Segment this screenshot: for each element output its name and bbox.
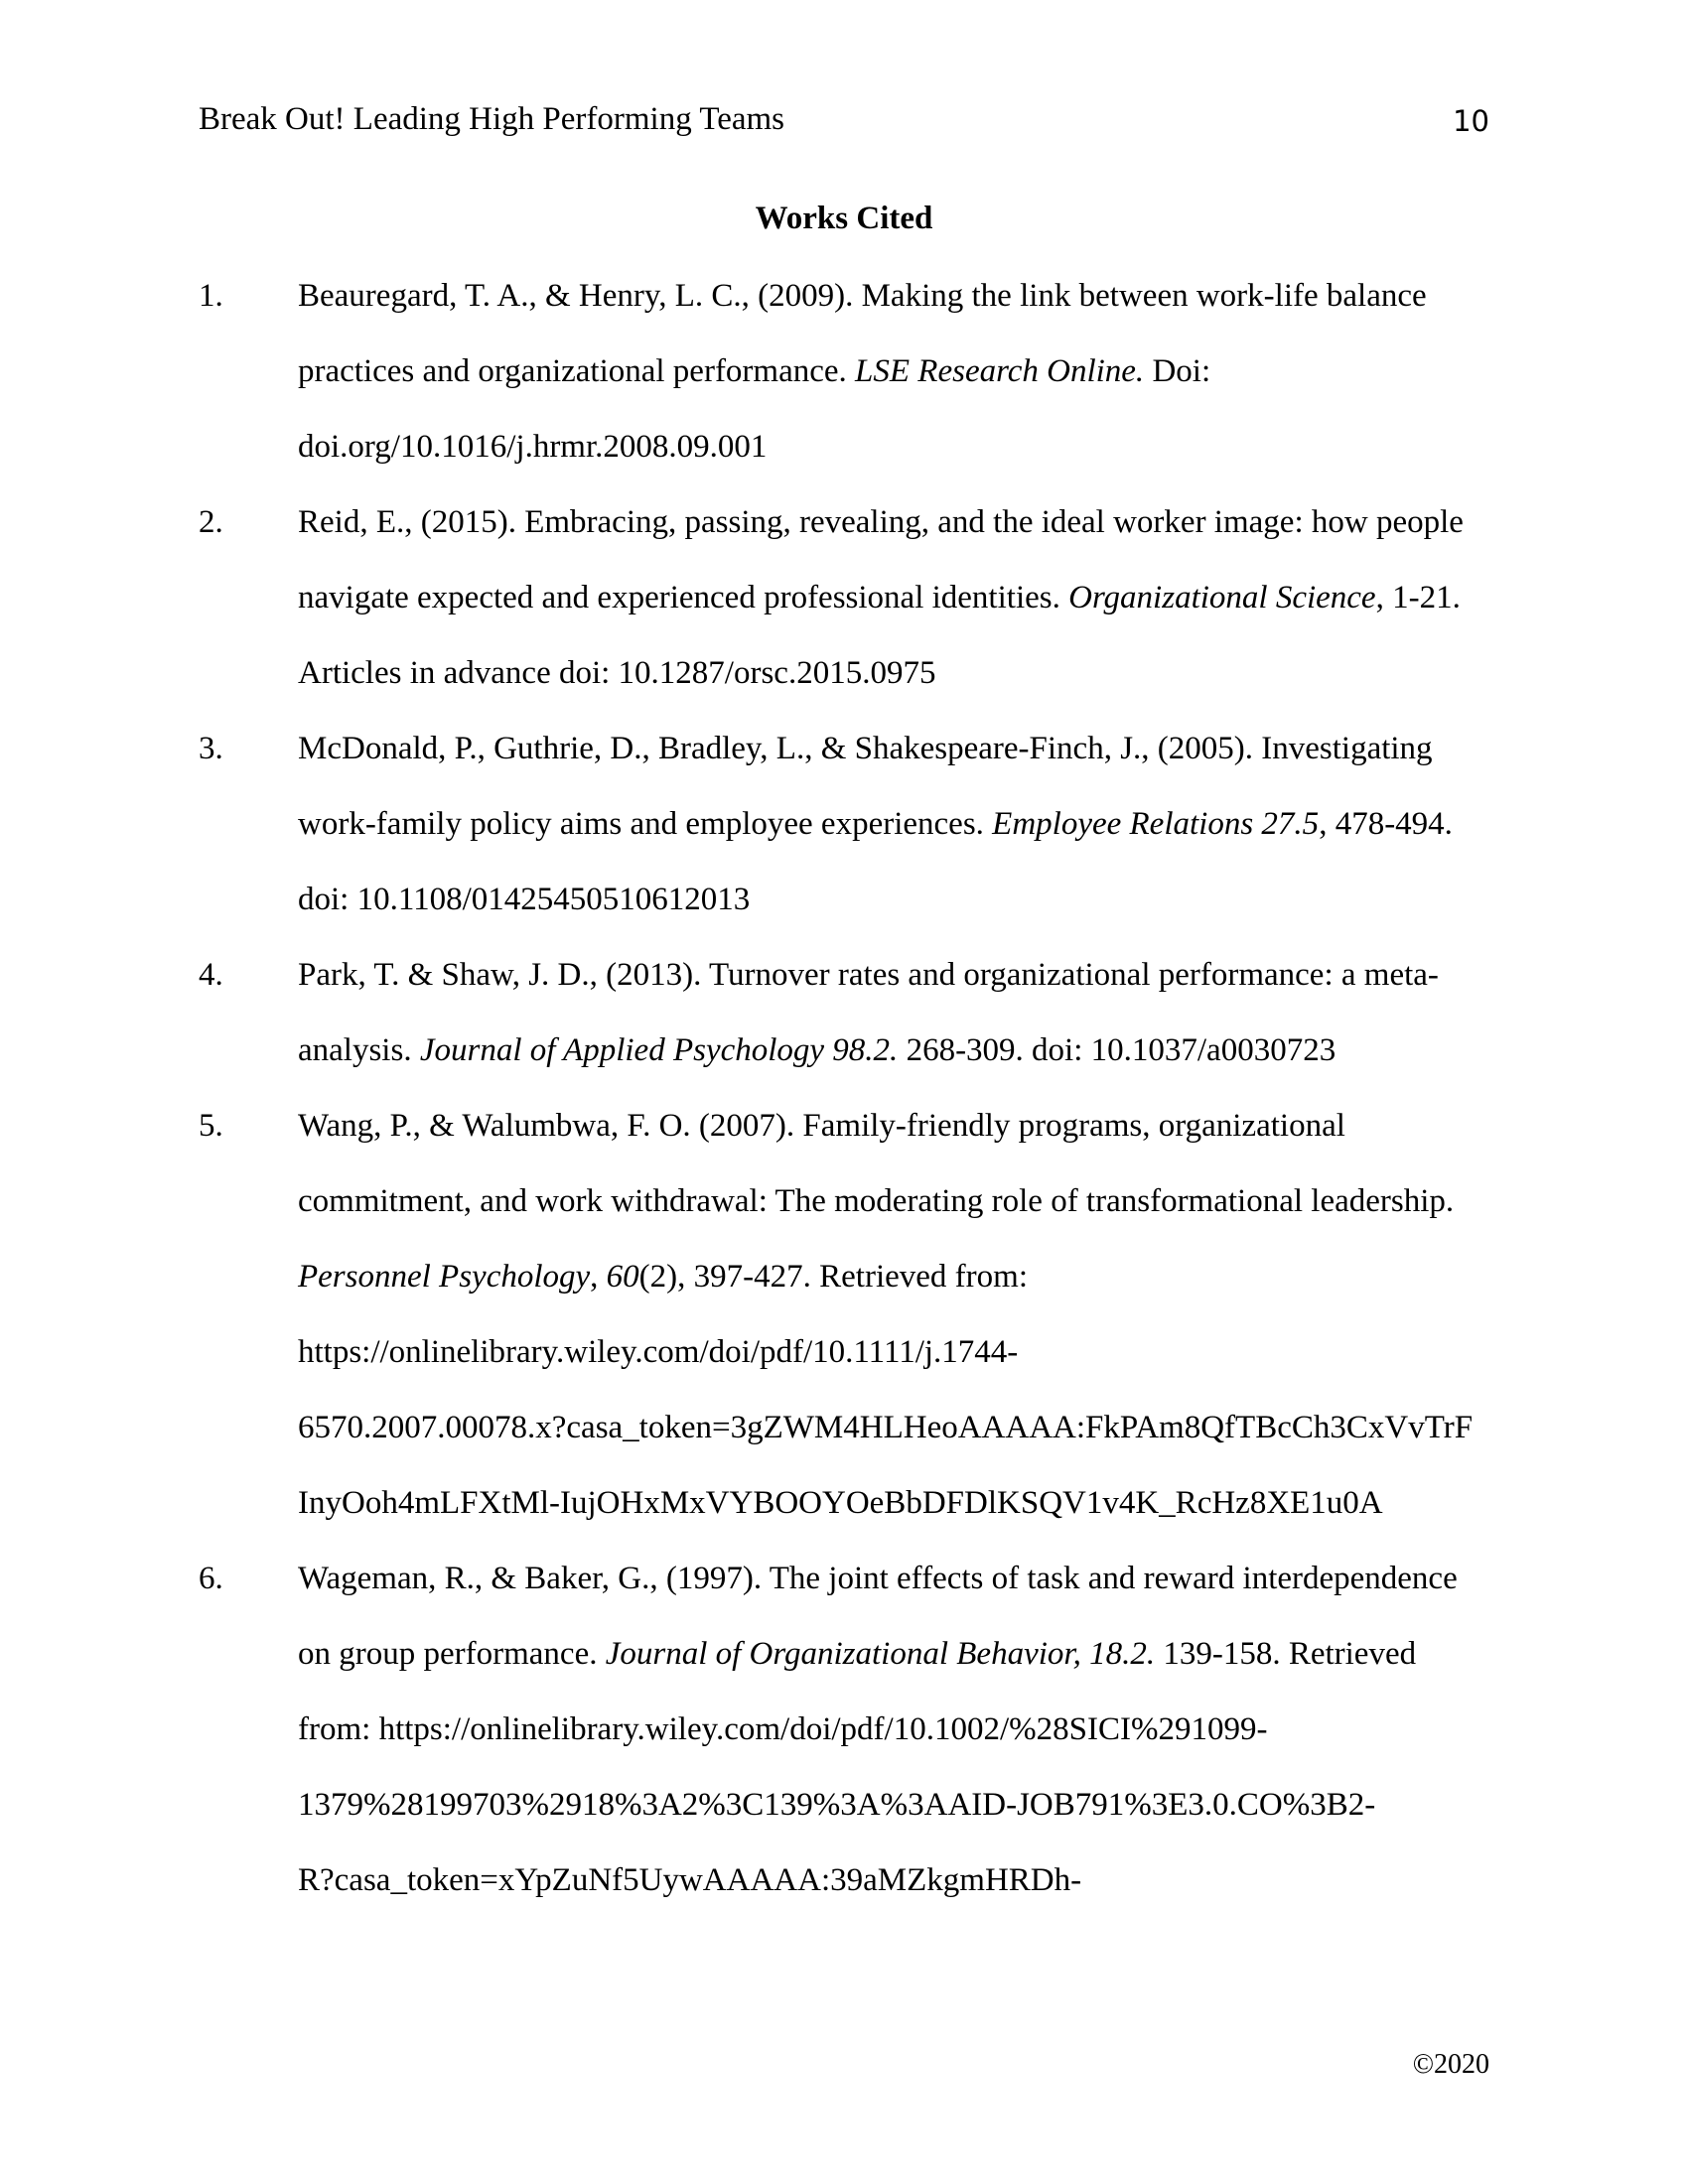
citation-text: , 478-494.	[1319, 806, 1453, 842]
citation-line: Articles in advance doi: 10.1287/orsc.2015.0975	[298, 655, 936, 691]
citation-line	[298, 576, 1461, 619]
citation-line: doi: 10.1108/01425450510612013	[298, 882, 751, 917]
entry-number: 3.	[199, 731, 223, 766]
citation-line: Wageman, R., & Baker, G., (1997). The joint effects of task and reward interdependence	[298, 1561, 1458, 1596]
citation-line: Beauregard, T. A., & Henry, L. C., (2009). Making the link between work-life balance	[298, 278, 1427, 314]
citation-line	[298, 1255, 1028, 1298]
citation-source-italic: Journal of Applied Psychology 98.2.	[419, 1032, 899, 1068]
citation-line: 6570.2007.00078.x?casa_token=3gZWM4HLHeoAAAAA:FkPAm8QfTBcCh3CxVvTrF	[298, 1410, 1474, 1445]
citation-text: 139-158. Retrieved	[1155, 1636, 1417, 1672]
citation-line: commitment, and work withdrawal: The moderating role of transformational leadership.	[298, 1183, 1455, 1219]
citation-line: Park, T. & Shaw, J. D., (2013). Turnover rates and organizational performance: a meta-	[298, 957, 1439, 993]
citation-text: , 1-21.	[1375, 580, 1461, 615]
citation-source-italic: Employee Relations 27.5	[992, 806, 1320, 842]
citation-line	[298, 1632, 1416, 1676]
citation-line: from: https://onlinelibrary.wiley.com/doi/pdf/10.1002/%28SICI%291099-	[298, 1711, 1268, 1747]
entry-number: 6.	[199, 1561, 223, 1596]
works-cited-title: Works Cited	[755, 201, 933, 236]
citation-text: Doi:	[1144, 353, 1211, 389]
citation-source-italic: 60	[606, 1259, 639, 1295]
copyright-footer: ©2020	[1412, 2049, 1489, 2080]
citation-text: analysis.	[298, 1032, 420, 1068]
citation-line: McDonald, P., Guthrie, D., Bradley, L., & Shakespeare-Finch, J., (2005). Investigating	[298, 731, 1433, 766]
citation-line: Reid, E., (2015). Embracing, passing, revealing, and the ideal worker image: how people	[298, 504, 1464, 540]
citation-text: 268-309. doi: 10.1037/a0030723	[898, 1032, 1336, 1068]
citation-line	[298, 802, 1453, 846]
citation-line: R?casa_token=xYpZuNf5UywAAAAA:39aMZkgmHRDh-	[298, 1862, 1082, 1898]
citation-line: doi.org/10.1016/j.hrmr.2008.09.001	[298, 429, 768, 465]
citation-text: on group performance.	[298, 1636, 606, 1672]
entry-number: 2.	[199, 504, 223, 540]
citation-line: Wang, P., & Walumbwa, F. O. (2007). Family-friendly programs, organizational	[298, 1108, 1345, 1144]
entry-number: 1.	[199, 278, 223, 314]
citation-text: (2), 397-427. Retrieved from:	[638, 1259, 1028, 1295]
citation-source-italic: Journal of Organizational Behavior, 18.2.	[605, 1636, 1156, 1672]
citation-source-italic: LSE Research Online.	[855, 353, 1145, 389]
citation-text: work-family policy aims and employee experiences.	[298, 806, 993, 842]
citation-line	[298, 1028, 1336, 1072]
citation-line: https://onlinelibrary.wiley.com/doi/pdf/10.1111/j.1744-	[298, 1334, 1019, 1370]
citation-line	[298, 349, 1210, 393]
citation-line: InyOoh4mLFXtMl-IujOHxMxVYBOOYOeBbDFDlKSQV1v4K_RcHz8XE1u0A	[298, 1485, 1383, 1521]
citation-text: navigate expected and experienced professional identities.	[298, 580, 1069, 615]
citation-text: practices and organizational performance.	[298, 353, 856, 389]
entry-number: 4.	[199, 957, 223, 993]
citation-source-italic: Organizational Science	[1068, 580, 1376, 615]
citation-line: 1379%28199703%2918%3A2%3C139%3A%3AAID-JOB791%3E3.0.CO%3B2-	[298, 1787, 1376, 1823]
page-number: 10	[1453, 104, 1489, 138]
citation-text: ,	[590, 1259, 607, 1295]
citation-source-italic: Personnel Psychology	[298, 1259, 591, 1295]
running-head: Break Out! Leading High Performing Teams	[199, 101, 785, 137]
entry-number: 5.	[199, 1108, 223, 1144]
